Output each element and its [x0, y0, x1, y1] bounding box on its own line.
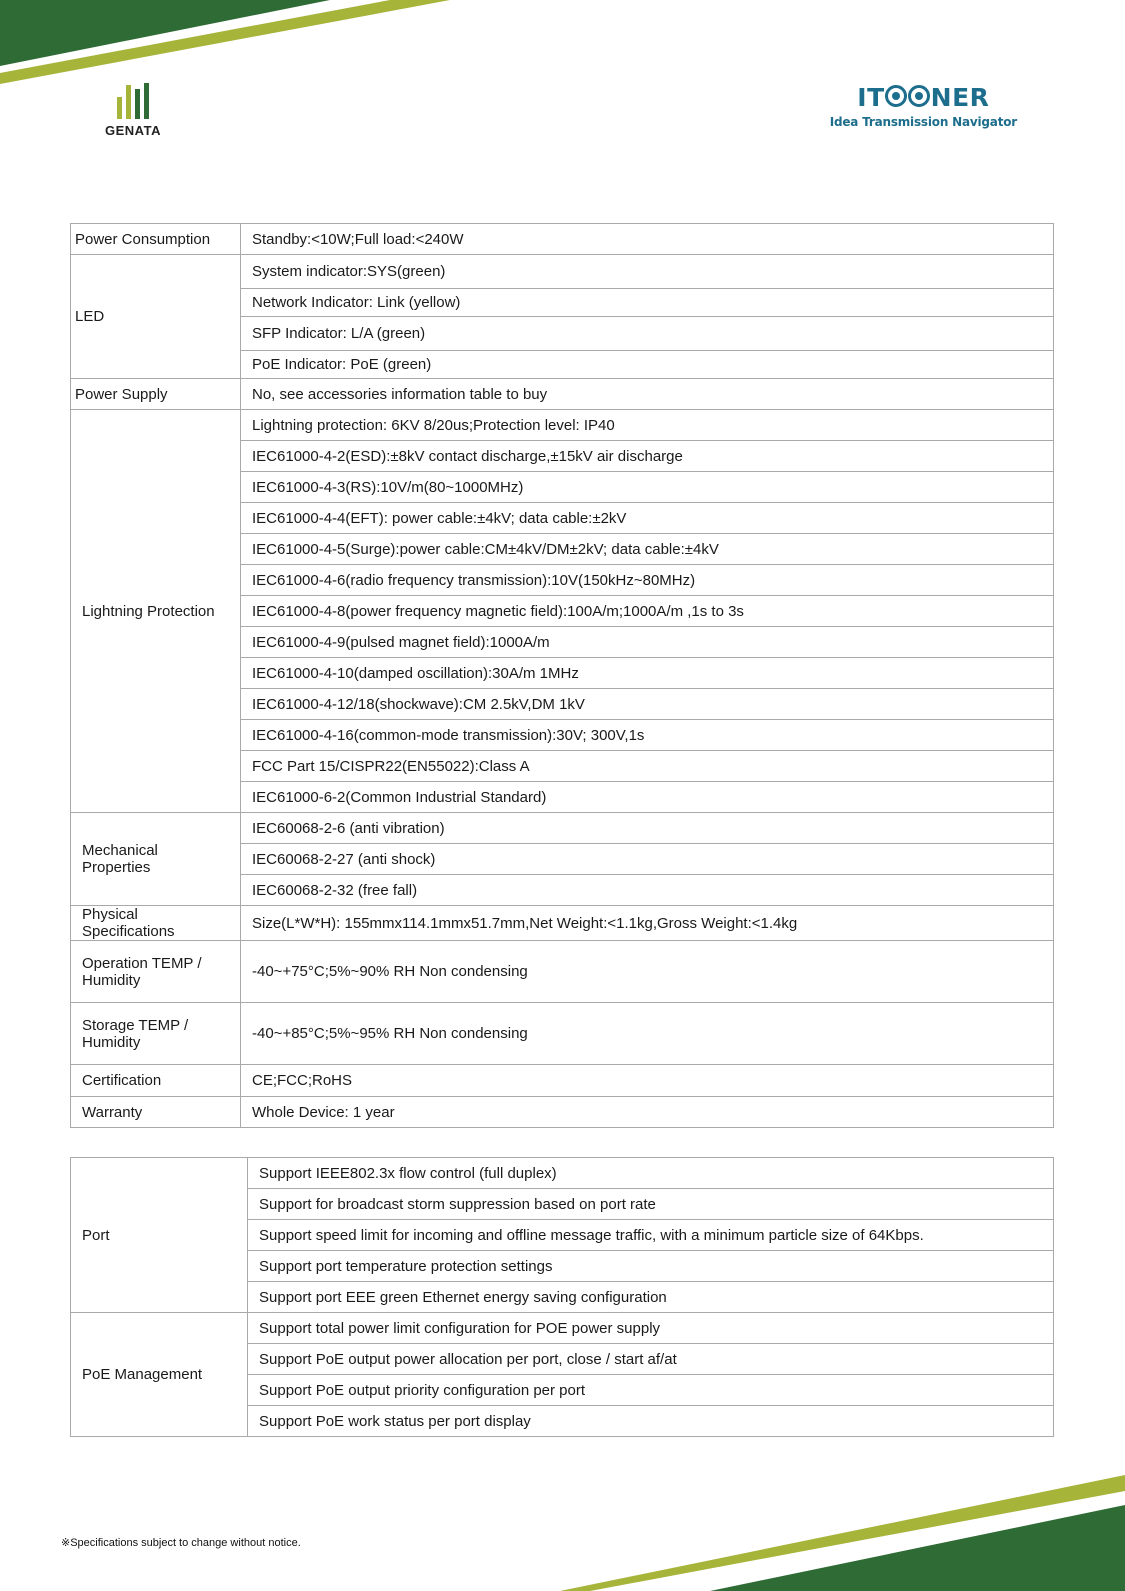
table-row	[71, 1065, 1054, 1097]
genata-logo-mark	[100, 83, 166, 119]
table-row	[71, 1097, 1054, 1128]
row-value: SFP Indicator: L/A (green)	[241, 317, 1054, 351]
itooner-tagline: Idea Transmission Navigator	[829, 115, 1017, 129]
specifications-table	[70, 223, 1054, 1128]
row-value: System indicator:SYS(green)	[241, 255, 1054, 289]
row-value: CE;FCC;RoHS	[241, 1065, 1054, 1097]
row-label: Port	[71, 1158, 248, 1313]
row-value: IEC61000-4-8(power frequency magnetic field):100A/m;1000A/m ,1s to 3s	[241, 596, 1054, 627]
row-value: IEC60068-2-32 (free fall)	[241, 875, 1054, 906]
table-row	[71, 941, 1054, 1003]
row-value: Support for broadcast storm suppression based on port rate	[248, 1189, 1054, 1220]
itooner-logo	[830, 84, 1017, 129]
row-label: Lightning Protection	[71, 410, 241, 813]
row-label: Storage TEMP / Humidity	[71, 1003, 241, 1065]
row-value: No, see accessories information table to buy	[241, 379, 1054, 410]
row-value: Support PoE output power allocation per port, close / start af/at	[248, 1344, 1054, 1375]
table-row	[71, 1313, 1054, 1344]
row-value: IEC61000-4-5(Surge):power cable:CM±4kV/DM±2kV; data cable:±4kV	[241, 534, 1054, 565]
table-row	[71, 410, 1054, 441]
table-row	[71, 224, 1054, 255]
row-value: IEC61000-4-3(RS):10V/m(80~1000MHz)	[241, 472, 1054, 503]
table-row	[71, 813, 1054, 844]
row-label: Certification	[71, 1065, 241, 1097]
row-value: PoE Indicator: PoE (green)	[241, 351, 1054, 379]
row-value: FCC Part 15/CISPR22(EN55022):Class A	[241, 751, 1054, 782]
row-value: Size(L*W*H): 155mmx114.1mmx51.7mm,Net Weight:<1.1kg,Gross Weight:<1.4kg	[241, 906, 1054, 941]
row-label: Power Consumption	[71, 224, 241, 255]
row-value: Support speed limit for incoming and offline message traffic, with a minimum particle size of 64Kbps.	[248, 1220, 1054, 1251]
row-label: Warranty	[71, 1097, 241, 1128]
row-label: Operation TEMP / Humidity	[71, 941, 241, 1003]
row-value: IEC61000-4-16(common-mode transmission):30V; 300V,1s	[241, 720, 1054, 751]
row-value: Whole Device: 1 year	[241, 1097, 1054, 1128]
table-row	[71, 379, 1054, 410]
table-row	[71, 1158, 1054, 1189]
row-label: Mechanical Properties	[71, 813, 241, 906]
genata-logo-text: GENATA	[105, 123, 161, 138]
genata-logo	[100, 83, 166, 138]
footer-note: ※Specifications subject to change without notice.	[61, 1537, 301, 1549]
row-value: Support total power limit configuration for POE power supply	[248, 1313, 1054, 1344]
table-row	[71, 906, 1054, 941]
row-value: Support port EEE green Ethernet energy saving configuration	[248, 1282, 1054, 1313]
row-value: Network Indicator: Link (yellow)	[241, 289, 1054, 317]
row-value: -40~+85°C;5%~95% RH Non condensing	[241, 1003, 1054, 1065]
row-value: IEC61000-4-4(EFT): power cable:±4kV; data cable:±2kV	[241, 503, 1054, 534]
row-label: Physical Specifications	[71, 906, 241, 941]
row-value: IEC60068-2-6 (anti vibration)	[241, 813, 1054, 844]
itooner-logo-text: IT NER	[857, 83, 990, 112]
row-value: IEC61000-4-6(radio frequency transmission):10V(150kHz~80MHz)	[241, 565, 1054, 596]
row-value: Lightning protection: 6KV 8/20us;Protection level: IP40	[241, 410, 1054, 441]
row-label: Power Supply	[71, 379, 241, 410]
row-label: PoE Management	[71, 1313, 248, 1437]
features-table	[70, 1157, 1054, 1437]
row-value: Support port temperature protection settings	[248, 1251, 1054, 1282]
row-value: Standby:<10W;Full load:<240W	[241, 224, 1054, 255]
row-value: -40~+75°C;5%~90% RH Non condensing	[241, 941, 1054, 1003]
row-label: LED	[71, 255, 241, 379]
itooner-logo-eyes-icon	[885, 85, 931, 113]
row-value: Support PoE output priority configuration per port	[248, 1375, 1054, 1406]
table-row	[71, 1003, 1054, 1065]
row-value: IEC60068-2-27 (anti shock)	[241, 844, 1054, 875]
row-value: IEC61000-4-9(pulsed magnet field):1000A/m	[241, 627, 1054, 658]
row-value: Support PoE work status per port display	[248, 1406, 1054, 1437]
row-value: IEC61000-6-2(Common Industrial Standard)	[241, 782, 1054, 813]
row-value: IEC61000-4-10(damped oscillation):30A/m 1MHz	[241, 658, 1054, 689]
table-row	[71, 255, 1054, 289]
row-value: IEC61000-4-2(ESD):±8kV contact discharge,±15kV air discharge	[241, 441, 1054, 472]
row-value: IEC61000-4-12/18(shockwave):CM 2.5kV,DM 1kV	[241, 689, 1054, 720]
row-value: Support IEEE802.3x flow control (full duplex)	[248, 1158, 1054, 1189]
